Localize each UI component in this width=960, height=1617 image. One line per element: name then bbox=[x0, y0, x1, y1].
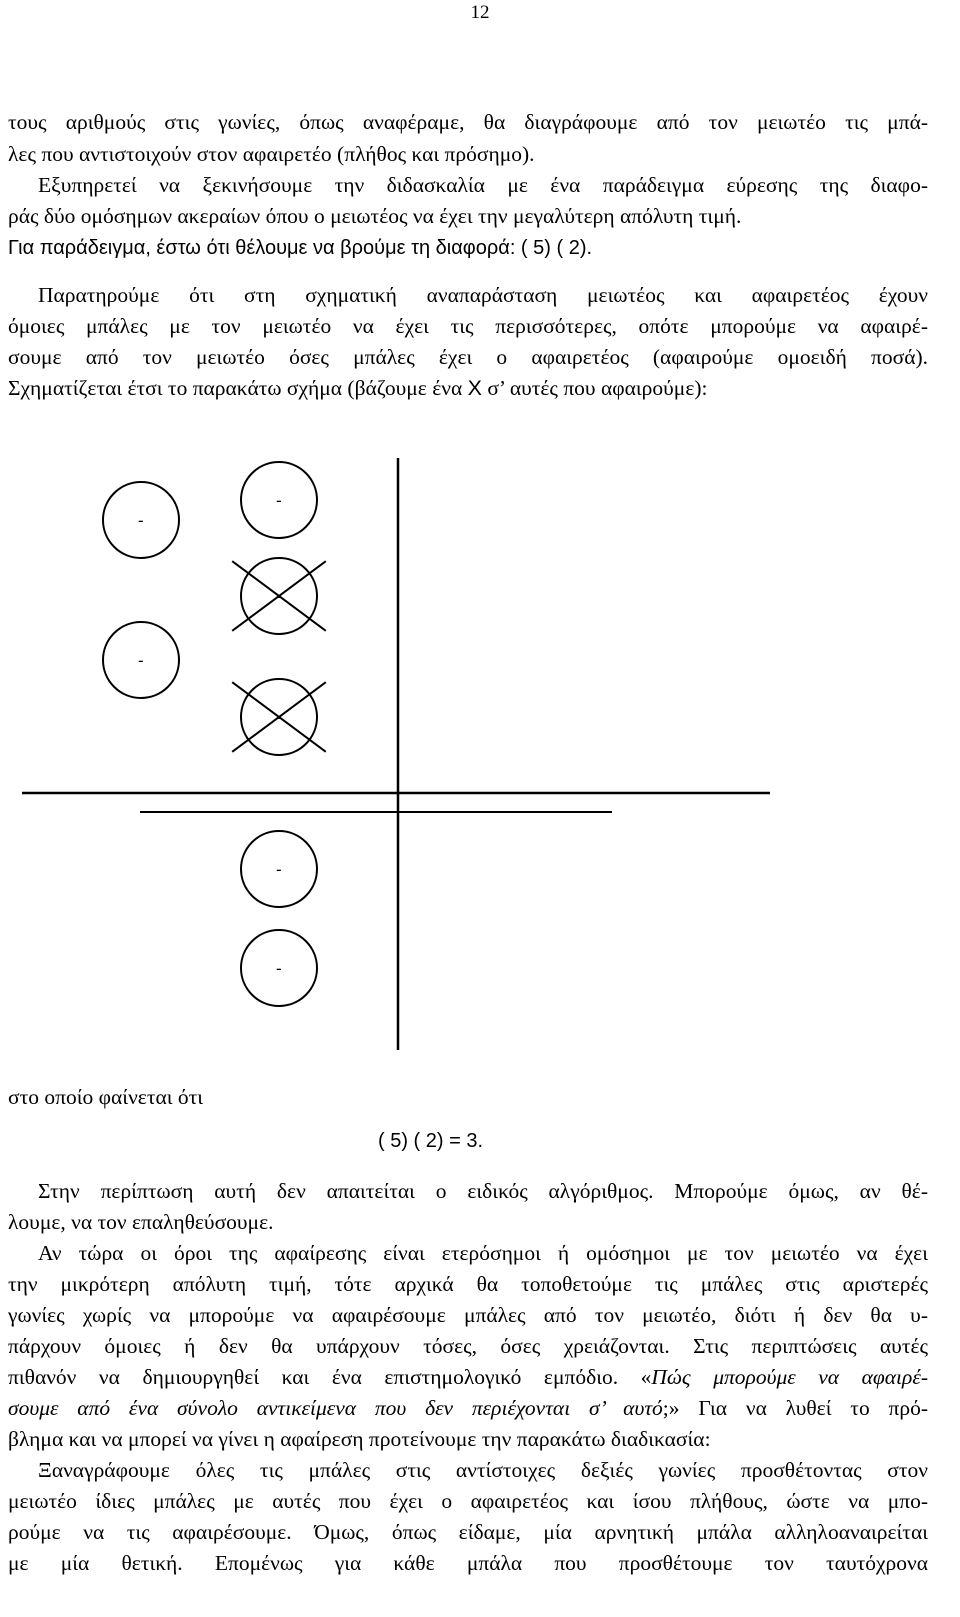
ball bbox=[241, 462, 317, 538]
italic-question: Πώς μπορούμε να αφαιρέ- bbox=[651, 1365, 928, 1389]
diagram-caption: στο οποίο φαίνεται ότι bbox=[8, 1085, 204, 1109]
italic-question: σουμε από ένα σύνολο αντικείμενα που δεν περιέχονται σ’ αυτό bbox=[8, 1396, 663, 1420]
balls-diagram bbox=[0, 440, 960, 1080]
text-line: πάρχουν όμοιες ή δεν θα υπάρχουν τόσες, όσες χρειάζονται. Στις περιπτώσεις αυτές bbox=[8, 1334, 928, 1358]
text-line: γωνίες χωρίς να μπορούμε να αφαιρέσουμε μπάλες από τον μειωτέο, διότι ή δεν θα υ- bbox=[8, 1303, 928, 1327]
text-line: με μία θετική. Επομένως για κάθε μπάλα που προσθέτουμε τον ταυτόχρονα bbox=[8, 1551, 928, 1575]
text-span: Σχηματίζεται έτσι το παρακάτω σχήμα (βάζουμε ένα bbox=[8, 376, 468, 400]
text-line: Εξυπηρετεί να ξεκινήσουμε την διδασκαλία με ένα παράδειγμα εύρεσης της διαφο- bbox=[38, 173, 928, 197]
ball-sign: - bbox=[276, 708, 282, 727]
text-line: Αν τώρα οι όροι της αφαίρεσης είναι ετερόσημοι ή ομόσημοι με τον μειωτέο να έχει bbox=[38, 1241, 928, 1265]
ball-sign: - bbox=[276, 587, 282, 606]
text-line bbox=[8, 1362, 928, 1392]
text-line bbox=[8, 1393, 928, 1423]
text-span: ;» Για να λυθεί το πρό- bbox=[662, 1396, 929, 1420]
crossed-ball bbox=[232, 679, 326, 755]
text-line: τους αριθμούς στις γωνίες, όπως αναφέραμε, θα διαγράφουμε από τον μειωτέο τις μπά- bbox=[8, 110, 928, 134]
text-line: μειωτέο ίδιες μπάλες με αυτές που έχει ο αφαιρετέος και ίσου πλήθους, ώστε να μπο- bbox=[8, 1489, 928, 1513]
text-line: λουμε, να τον επαληθεύσουμε. bbox=[8, 1210, 274, 1234]
ball bbox=[241, 831, 317, 907]
ball-sign: - bbox=[276, 860, 282, 879]
x-mark-symbol: X bbox=[467, 376, 482, 400]
text-line bbox=[8, 373, 928, 403]
text-span: πιθανόν να δημιουργηθεί και ένα επιστημολογικό εμπόδιο. « bbox=[8, 1365, 652, 1389]
text-line: Παρατηρούμε ότι στη σχηματική αναπαράσταση μειωτέος και αφαιρετέος έχουν bbox=[38, 283, 928, 307]
ball-sign: - bbox=[276, 491, 282, 510]
crossed-ball bbox=[232, 558, 326, 634]
equation: ( 5) ( 2) = 3. bbox=[378, 1130, 484, 1152]
text-line: Ξαναγράφουμε όλες τις μπάλες στις αντίστοιχες δεξιές γωνίες προσθέτοντας στον bbox=[38, 1458, 928, 1482]
text-line: την μικρότερη απόλυτη τιμή, τότε αρχικά θα τοποθετούμε τις μπάλες στις αριστερές bbox=[8, 1272, 928, 1296]
text-line: Στην περίπτωση αυτή δεν απαιτείται ο ειδικός αλγόριθμος. Μπορούμε όμως, αν θέ- bbox=[38, 1179, 928, 1203]
page-number: 12 bbox=[470, 2, 490, 23]
text-line: σουμε από τον μειωτέο όσες μπάλες έχει ο αφαιρετέος (αφαιρούμε ομοειδή ποσά). bbox=[8, 345, 928, 369]
ball-sign: - bbox=[276, 959, 282, 978]
ball-sign: - bbox=[138, 511, 144, 530]
text-line: λες που αντιστοιχούν στον αφαιρετέο (πλήθος και πρόσημο). bbox=[8, 142, 535, 166]
ball bbox=[241, 930, 317, 1006]
text-line: όμοιες μπάλες με τον μειωτέο να έχει τις περισσότερες, οπότε μπορούμε να αφαιρέ- bbox=[8, 314, 928, 338]
text-line: Για παράδειγμα, έστω ότι θέλουμε να βρούμε τη διαφορά: ( 5) ( 2). bbox=[8, 237, 593, 259]
text-line: ράς δύο ομόσημων ακεραίων όπου ο μειωτέος να έχει την μεγαλύτερη απόλυτη τιμή. bbox=[8, 204, 742, 228]
balls-group bbox=[103, 462, 326, 1006]
text-line: ρούμε να τις αφαιρέσουμε. Όμως, όπως είδαμε, μία αρνητική μπάλα αλληλοαναιρείται bbox=[8, 1520, 928, 1544]
text-span: σ’ αυτές που αφαιρούμε): bbox=[481, 376, 708, 400]
ball-sign: - bbox=[138, 651, 144, 670]
text-line: βλημα και να μπορεί να γίνει η αφαίρεση προτείνουμε την παρακάτω διαδικασία: bbox=[8, 1427, 711, 1451]
ball bbox=[103, 622, 179, 698]
ball bbox=[103, 482, 179, 558]
